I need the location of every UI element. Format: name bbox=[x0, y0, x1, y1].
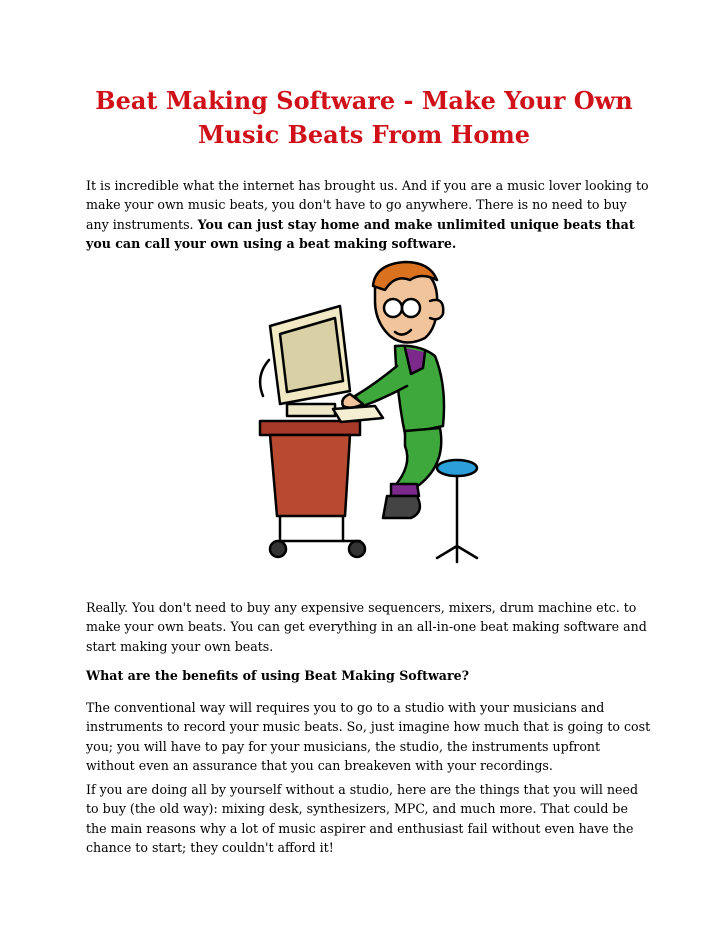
benefits-heading: What are the benefits of using Beat Making Software? bbox=[86, 668, 469, 683]
page-title: Beat Making Software - Make Your Own Music Beats From Home bbox=[95, 86, 633, 149]
intro-bold-text: You can just stay home and make unlimited unique beats that you can call your own using a beat making software. bbox=[86, 216, 635, 252]
intro-paragraph bbox=[86, 176, 652, 254]
really-paragraph: Really. You don't need to buy any expensive sequencers, mixers, drum machine etc. to make your own beats. You can get everything in an all-in-one beat making software and start making your own beats. bbox=[86, 600, 647, 654]
intro-text: It is incredible what the internet has brought us. And if you are a music lover looking to make your own music beats, you don't have to go anywhere. There is no need to buy any instruments. bbox=[86, 178, 649, 232]
yourself-paragraph: If you are doing all by yourself without a studio, here are the things that you will need to buy (the old way): mixing desk, synthesizers, MPC, and much more. That could be the main reasons why a lot of music aspirer and enthusiast fail without even have the chance to start; they couldn't afford it! bbox=[86, 782, 639, 856]
conventional-paragraph: The conventional way will requires you to go to a studio with your musicians and instruments to record your music beats. So, just imagine how much that is going to cost you; you will have to pay for your musicians, the studio, the instruments upfront without even an assurance that you can breakeven with your recordings. bbox=[86, 700, 651, 774]
man-at-computer-illustration bbox=[225, 256, 505, 576]
